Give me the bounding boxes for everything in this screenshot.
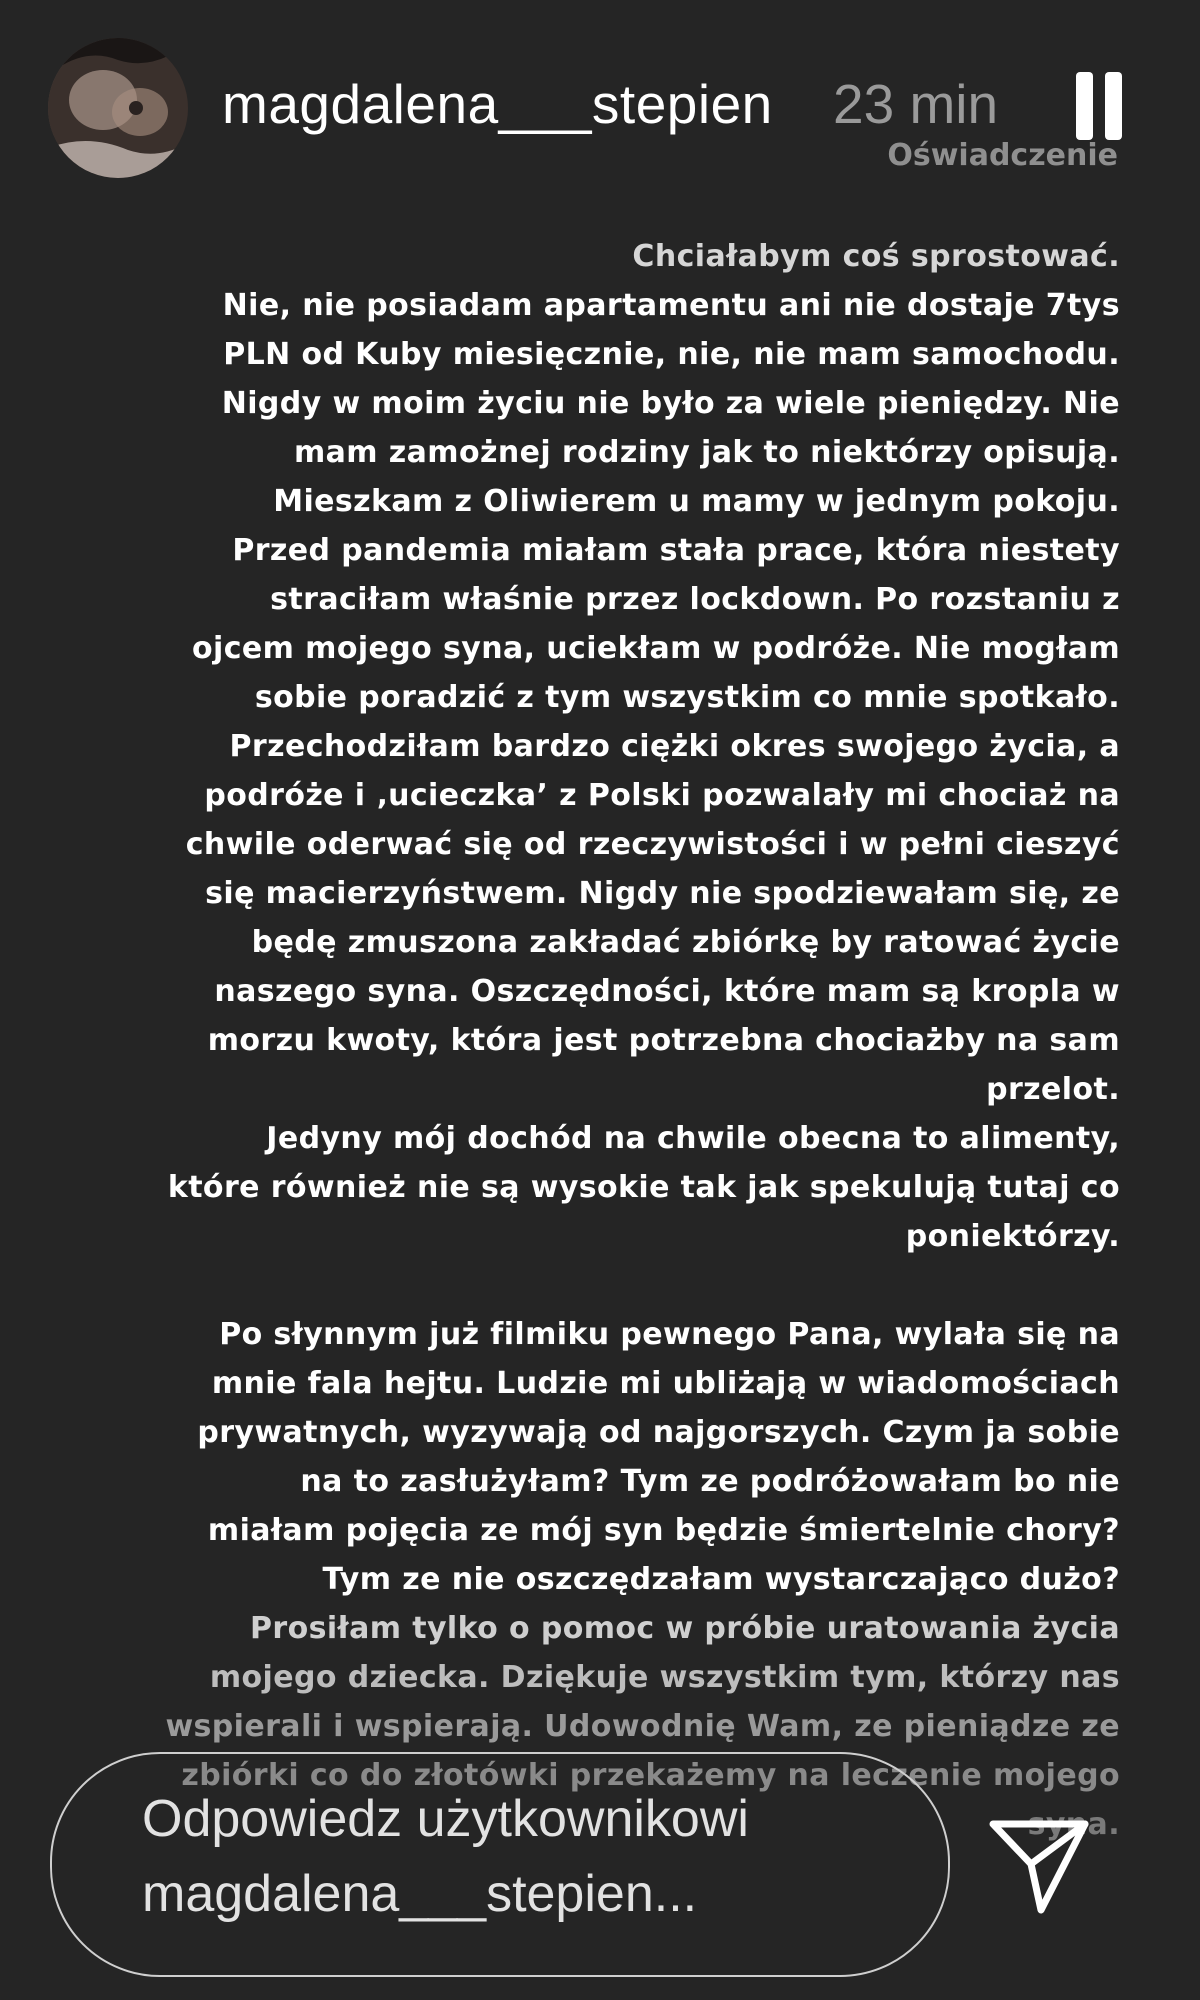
story-text-line: naszego syna. Oszczędności, które mam są kropla w <box>214 974 1120 1009</box>
reply-input[interactable] <box>50 1752 950 1977</box>
avatar-photo-icon <box>48 38 188 178</box>
story-text-line: zbiórki co do złotówki przekażemy na leczenie mojego <box>181 1758 1120 1793</box>
send-button[interactable] <box>985 1810 1095 1920</box>
story-text-line: Mieszkam z Oliwierem u mamy w jednym pokoju. <box>273 484 1120 519</box>
story-text-line: Po słynnym już filmiku pewnego Pana, wylała się na <box>219 1317 1120 1352</box>
pause-button[interactable] <box>1076 72 1122 140</box>
story-text-line: wspierali i wspierają. Udowodnię Wam, ze pieniądze ze <box>165 1709 1120 1744</box>
story-text-line: się macierzyństwem. Nigdy nie spodziewałam się, ze <box>205 876 1120 911</box>
story-text-line: będę zmuszona zakładać zbiórkę by ratować życie <box>251 925 1120 960</box>
story-text-line: Chciałabym coś sprostować. <box>632 239 1120 274</box>
story-text-line: chwile oderwać się od rzeczywistości i w pełni cieszyć <box>185 827 1120 862</box>
story-text-line: podróże i ‚ucieczka’ z Polski pozwalały mi chociaż na <box>204 778 1120 813</box>
story-text-line: Jedyny mój dochód na chwile obecna to alimenty, <box>266 1121 1120 1156</box>
story-text-line: które również nie są wysokie tak jak spekulują tutaj co <box>167 1170 1120 1205</box>
paragraph-gap <box>40 1261 1120 1310</box>
story-text-line: poniektórzy. <box>905 1219 1120 1254</box>
story-timestamp: 23 min <box>833 73 999 135</box>
story-text-line: sobie poradzić z tym wszystkim co mnie spotkało. <box>254 680 1120 715</box>
story-text-line: mnie fala hejtu. Ludzie mi ubliżają w wiadomościach <box>211 1366 1120 1401</box>
story-text-line: przelot. <box>986 1072 1120 1107</box>
story-text-line: Przechodziłam bardzo ciężki okres swojego życia, a <box>229 729 1120 764</box>
story-text-line: ojcem mojego syna, uciekłam w podróże. Nie mogłam <box>192 631 1120 666</box>
story-text-line: prywatnych, wyzywają od najgorszych. Czym ja sobie <box>197 1415 1120 1450</box>
pause-icon <box>1076 72 1093 140</box>
story-text-line: mam zamożnej rodziny jak to niektórzy opisują. <box>293 435 1120 470</box>
story-text-line: Nigdy w moim życiu nie było za wiele pieniędzy. Nie <box>221 386 1120 421</box>
pause-icon-bar <box>1105 72 1122 140</box>
avatar[interactable] <box>48 38 188 178</box>
story-text-line: Prosiłam tylko o pomoc w próbie uratowania życia <box>250 1611 1120 1646</box>
story-text-line: PLN od Kuby miesięcznie, nie, nie mam samochodu. <box>223 337 1120 372</box>
story-text-line: miałam pojęcia ze mój syn będzie śmiertelnie chory? <box>207 1513 1120 1548</box>
story-text-block <box>40 232 1120 1849</box>
story-text-line: Przed pandemia miałam stała prace, która niestety <box>232 533 1120 568</box>
story-text-line: na to zasłużyłam? Tym ze podróżowałam bo nie <box>300 1464 1120 1499</box>
story-username[interactable]: magdalena___stepien <box>222 73 773 135</box>
reply-placeholder[interactable]: Odpowiedz użytkownikowi magdalena___stepien... <box>142 1790 749 1923</box>
story-text-line: straciłam właśnie przez lockdown. Po rozstaniu z <box>270 582 1120 617</box>
story-text-line: Tym ze nie oszczędzałam wystarczająco dużo? <box>322 1562 1120 1597</box>
story-subtitle: Oświadczenie <box>887 138 1118 173</box>
story-text-line: mojego dziecka. Dziękuje wszystkim tym, którzy nas <box>209 1660 1120 1695</box>
send-paper-plane-icon <box>985 1810 1095 1920</box>
story-text-line: Nie, nie posiadam apartamentu ani nie dostaje 7tys <box>222 288 1120 323</box>
story-text-line: syna. <box>1027 1807 1120 1842</box>
story-text-line: morzu kwoty, która jest potrzebna chociażby na sam <box>207 1023 1120 1058</box>
story-header <box>0 0 1200 200</box>
